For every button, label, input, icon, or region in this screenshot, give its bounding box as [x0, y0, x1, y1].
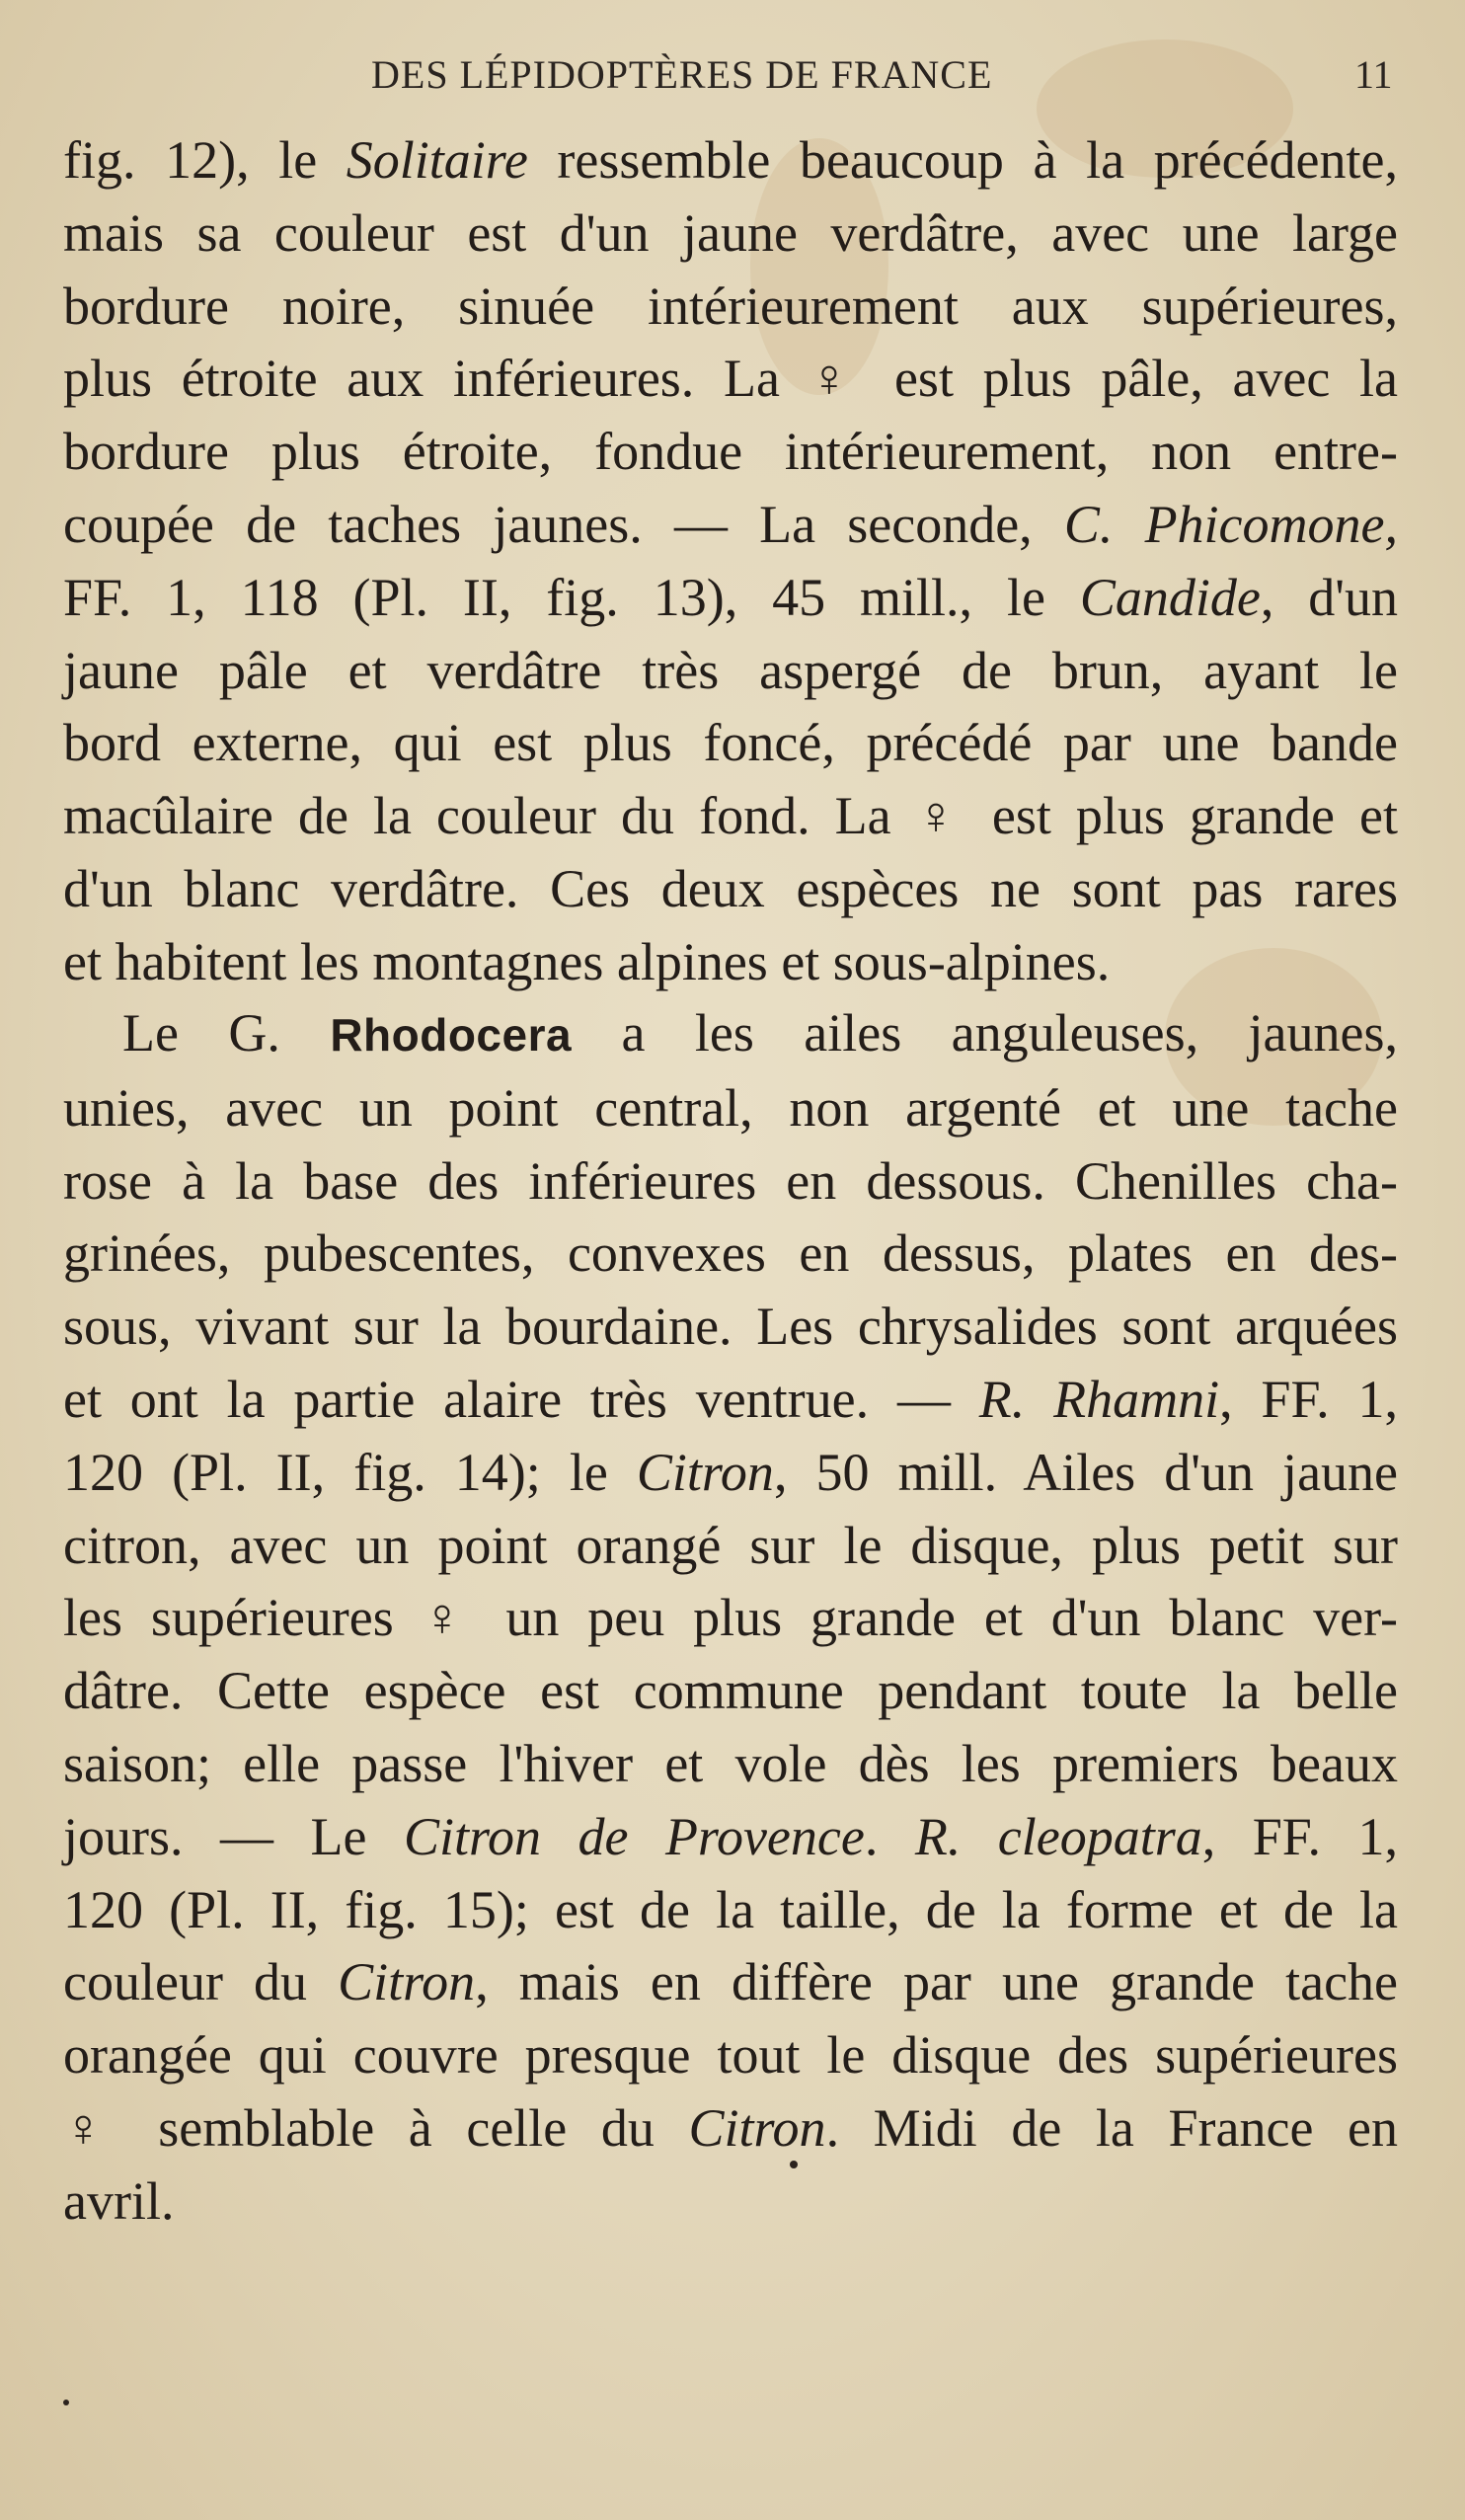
text-line: macûlaire de la couleur du fond. La ♀ est plus grande et	[63, 786, 1398, 846]
text-line: citron, avec un point orangé sur le disque, plus petit sur	[63, 1515, 1398, 1575]
ink-speck	[790, 2161, 798, 2168]
text-line: les supérieures ♀ un peu plus grande et d'un blanc ver-	[63, 1588, 1398, 1648]
text-line: dâtre. Cette espèce est commune pendant toute la belle	[63, 1661, 1398, 1721]
paragraph-1	[63, 124, 1398, 999]
text-line: grinées, pubescentes, convexes en dessus, plates en des-	[63, 1223, 1398, 1284]
text-line: orangée qui couvre presque tout le disque des supérieures	[63, 2025, 1398, 2086]
text-line: avril.	[63, 2170, 175, 2231]
paragraph-2	[63, 997, 1398, 2239]
text-line: d'un blanc verdâtre. Ces deux espèces ne sont pas rares	[63, 858, 1398, 918]
text-line: ♀ semblable à celle du Citron. Midi de la France en	[63, 2097, 1398, 2158]
text-line: sous, vivant sur la bourdaine. Les chrysalides sont arquées	[63, 1297, 1398, 1357]
text-line: 120 (Pl. II, fig. 14); le Citron, 50 mill. Ailes d'un jaune	[63, 1442, 1398, 1502]
genus-name: Rhodocera	[330, 1009, 573, 1061]
text-line: couleur du Citron, mais en diffère par une grande tache	[63, 1952, 1399, 2012]
running-title: DES LÉPIDOPTÈRES DE FRANCE	[371, 52, 993, 97]
text-line: Le G. Rhodocera a les ailes anguleuses, jaunes,	[122, 1003, 1398, 1063]
text-line: fig. 12), le Solitaire ressemble beaucoup à la précédente,	[63, 130, 1398, 190]
ink-speck	[63, 2400, 69, 2405]
text-line: et habitent les montagnes alpines et sous-alpines.	[63, 931, 1111, 991]
text-line: et ont la partie alaire très ventrue. — R. Rhamni, FF. 1,	[63, 1369, 1398, 1429]
text-line: jaune pâle et verdâtre très aspergé de brun, ayant le	[63, 640, 1398, 700]
text-line: bordure noire, sinuée intérieurement aux supérieures,	[63, 276, 1398, 336]
text-line: jours. — Le Citron de Provence. R. cleopatra, FF. 1,	[63, 1806, 1399, 1866]
text-line: FF. 1, 118 (Pl. II, fig. 13), 45 mill., le Candide, d'un	[63, 567, 1399, 627]
text-line: mais sa couleur est d'un jaune verdâtre, avec une large	[63, 202, 1398, 263]
text-line: 120 (Pl. II, fig. 15); est de la taille, de la forme et de la	[63, 1879, 1398, 1939]
text-line: bordure plus étroite, fondue intérieurement, non entre-	[63, 422, 1398, 482]
text-line: rose à la base des inférieures en dessous. Chenilles cha-	[63, 1150, 1398, 1211]
text-line: coupée de taches jaunes. — La seconde, C. Phicomone,	[63, 494, 1398, 554]
page-number: 11	[1354, 52, 1393, 97]
text-line: bord externe, qui est plus foncé, précédé par une bande	[63, 713, 1398, 773]
text-line: unies, avec un point central, non argenté et une tache	[63, 1077, 1398, 1138]
text-line: saison; elle passe l'hiver et vole dès les premiers beaux	[63, 1733, 1398, 1793]
text-line: plus étroite aux inférieures. La ♀ est plus pâle, avec la	[63, 349, 1398, 409]
